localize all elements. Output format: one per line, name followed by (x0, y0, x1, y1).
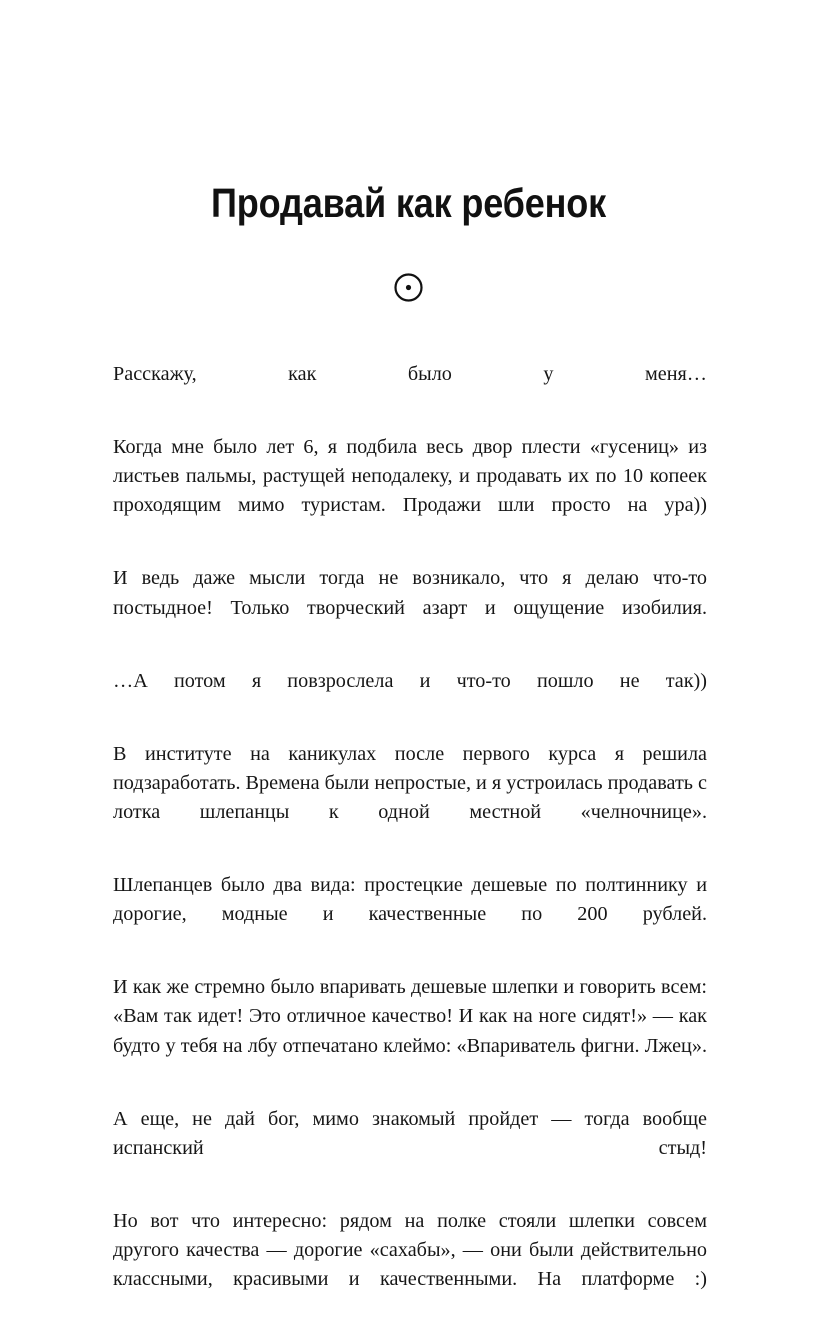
paragraph: Когда мне было лет 6, я подбила весь двор плести «гусениц» из листьев пальмы, растущей неподалеку, и продавать их по 10 копеек проходящим мимо туристам. Продажи шли просто на ура)) (113, 436, 707, 517)
paragraph: И как же стремно было впаривать дешевые шлепки и говорить всем: «Вам так идет! Это отличное качество! И как на ноге сидят!» — как будто у тебя на лбу отпечатано клеймо: «Впариватель фигни. Лжец». (113, 976, 707, 1057)
circled-dot-ornament-icon (387, 266, 430, 309)
paragraph: А еще, не дай бог, мимо знакомый пройдет — тогда вообще испанский стыд! (113, 1107, 707, 1159)
paragraph: …А потом я повзрослела и что-то пошло не так)) (113, 669, 707, 692)
paragraph: В институте на каникулах после первого курса я решила подзаработать. Времена были непростые, и я устроилась продавать с лотка шлепанцы к одной местной «челночнице». (113, 742, 707, 824)
paragraph: Шлепанцев было два вида: простецкие дешевые по полтиннику и дорогие, модные и качественные по 200 рублей. (113, 874, 707, 926)
body-text-column (113, 360, 707, 1324)
ornament-container (0, 266, 817, 309)
paragraph: Но вот что интересно: рядом на полке стояли шлепки совсем другого качества — дорогие «сахабы», — они были действительно классными, красивыми и качественными. На платформе :) (113, 1209, 707, 1291)
page-title: Продавай как ребенок (210, 180, 607, 227)
paragraph: И ведь даже мысли тогда не возникало, что я делаю что-то постыдное! Только творческий азарт и ощущение изобилия. (113, 567, 707, 619)
paragraph: Расскажу, как было у меня… (113, 363, 707, 385)
